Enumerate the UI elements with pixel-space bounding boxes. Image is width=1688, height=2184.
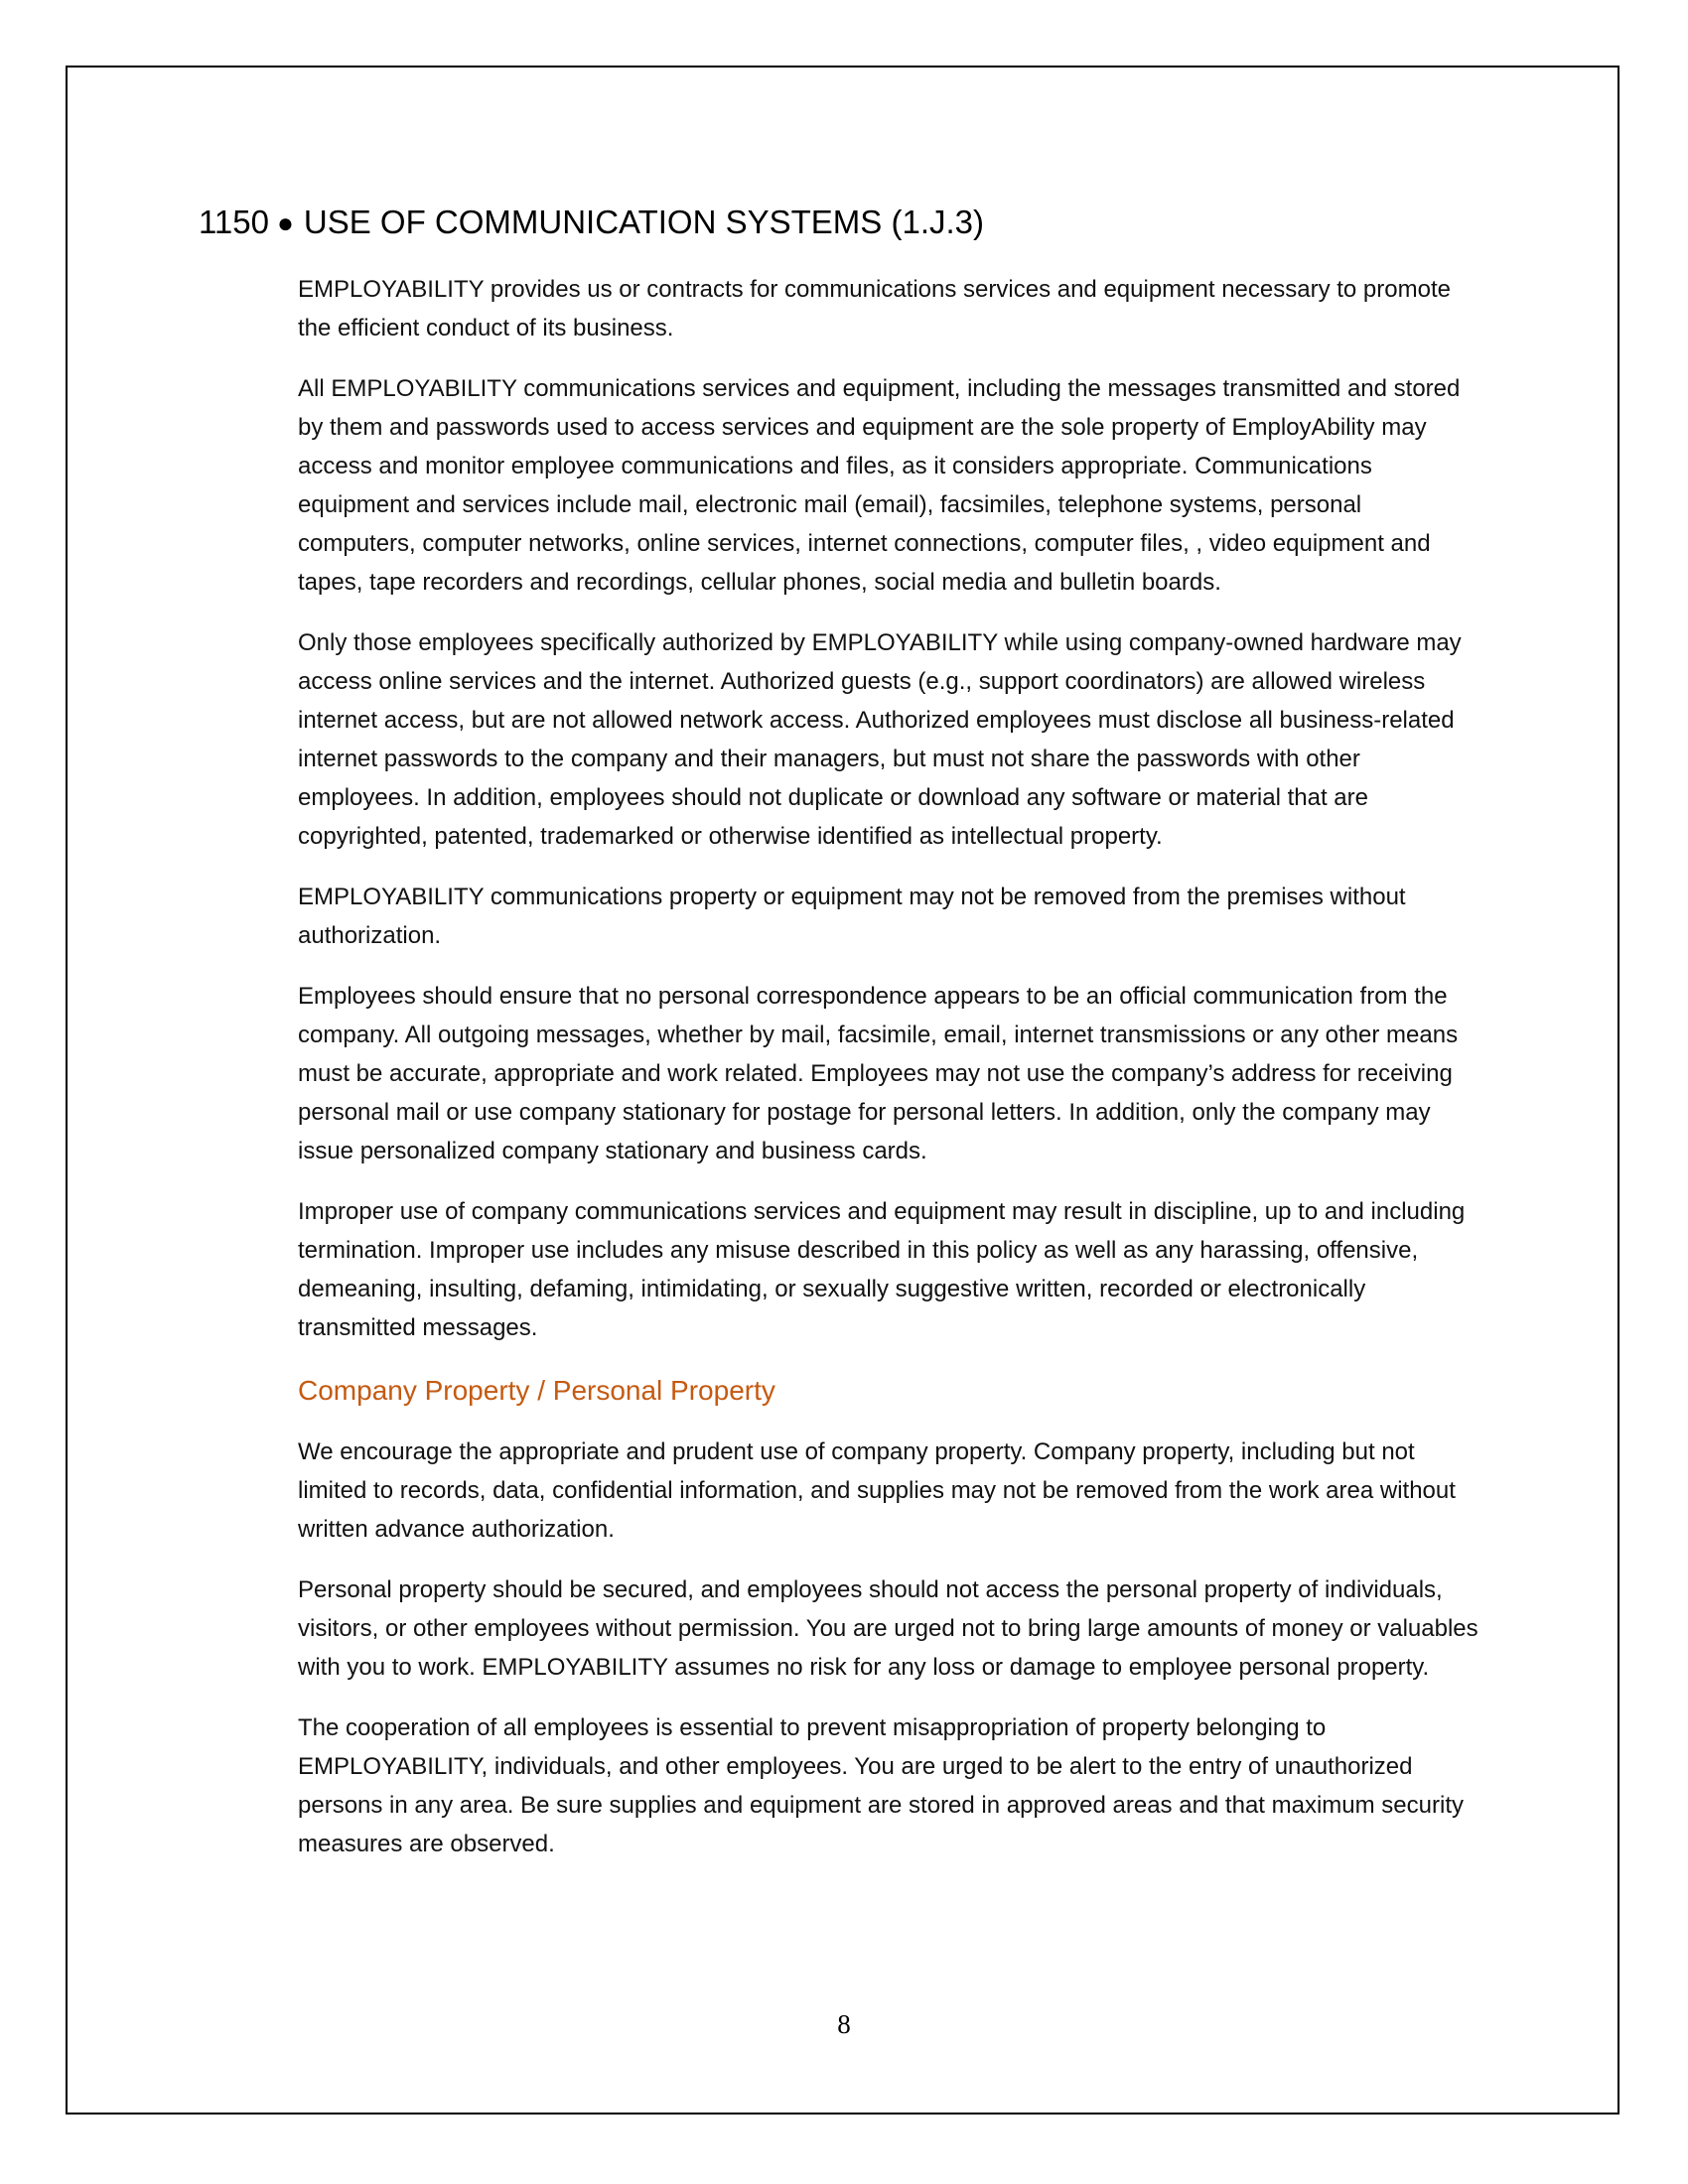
section-title: USE OF COMMUNICATION SYSTEMS (1.J.3) (303, 204, 984, 240)
subsection-paragraph-2: Personal property should be secured, and employees should not access the personal property of individuals, visitors, or other employees without permission. You are urged not to bring large amounts of money or valuables with you to work. EMPLOYABILITY assumes no risk for any loss or damage to employee personal property. (298, 1576, 1478, 1681)
paragraph-3: Only those employees specifically authorized by EMPLOYABILITY while using company-owned hardware may access online services and the internet. Authorized guests (e.g., support coordinators) are allowed wireless internet access, but are not allowed network access. Authorized employees must disclose all business-related internet passwords to the company and their managers, but must not share the passwords with other employees. In addition, employees should not duplicate or download any software or material that are copyrighted, patented, trademarked or otherwise identified as intellectual property. (298, 629, 1462, 850)
paragraph-2: All EMPLOYABILITY communications services and equipment, including the messages transmitted and stored by them and passwords used to access services and equipment are the sole property of EmployAbility may access and monitor employee communications and files, as it considers appropriate. Communications equipment and services include mail, electronic mail (email), facsimiles, telephone systems, personal computers, computer networks, online services, internet connections, computer files, , video equipment and tapes, tape recorders and recordings, cellular phones, social media and bulletin boards. (298, 375, 1461, 596)
section-heading (199, 199, 1489, 247)
paragraph-5: Employees should ensure that no personal correspondence appears to be an official communication from the company. All outgoing messages, whether by mail, facsimile, email, internet transmissions or any other means must be accurate, appropriate and work related. Employees may not use the company’s address for receiving personal mail or use company stationary for postage for personal letters. In addition, only the company may issue personalized company stationary and business cards. (298, 983, 1459, 1164)
paragraph-6: Improper use of company communications services and equipment may result in discipline, up to and including termination. Improper use includes any misuse described in this policy as well as any harassing, offensive, demeaning, insulting, defaming, intimidating, or sexually suggestive written, recorded or electronically transmitted messages. (298, 1198, 1466, 1341)
bullet-icon: ● (276, 207, 294, 238)
subsection-paragraph-1: We encourage the appropriate and prudent use of company property. Company property, including but not limited to records, data, confidential information, and supplies may not be removed from the work area without written advance authorization. (298, 1438, 1456, 1543)
subsection-heading: Company Property / Personal Property (298, 1375, 775, 1406)
page-number: 8 (837, 2009, 851, 2039)
paragraph-1: EMPLOYABILITY provides us or contracts for communications services and equipment necessary to promote the efficient conduct of its business. (298, 276, 1451, 341)
document-body (298, 270, 1479, 1885)
subsection-paragraph-3: The cooperation of all employees is essential to prevent misappropriation of property belonging to EMPLOYABILITY, individuals, and other employees. You are urged to be alert to the entry of unauthorized persons in any area. Be sure supplies and equipment are stored in approved areas and that maximum security measures are observed. (298, 1714, 1464, 1857)
paragraph-4: EMPLOYABILITY communications property or equipment may not be removed from the premises without authorization. (298, 884, 1406, 949)
section-number: 1150 (199, 204, 269, 240)
